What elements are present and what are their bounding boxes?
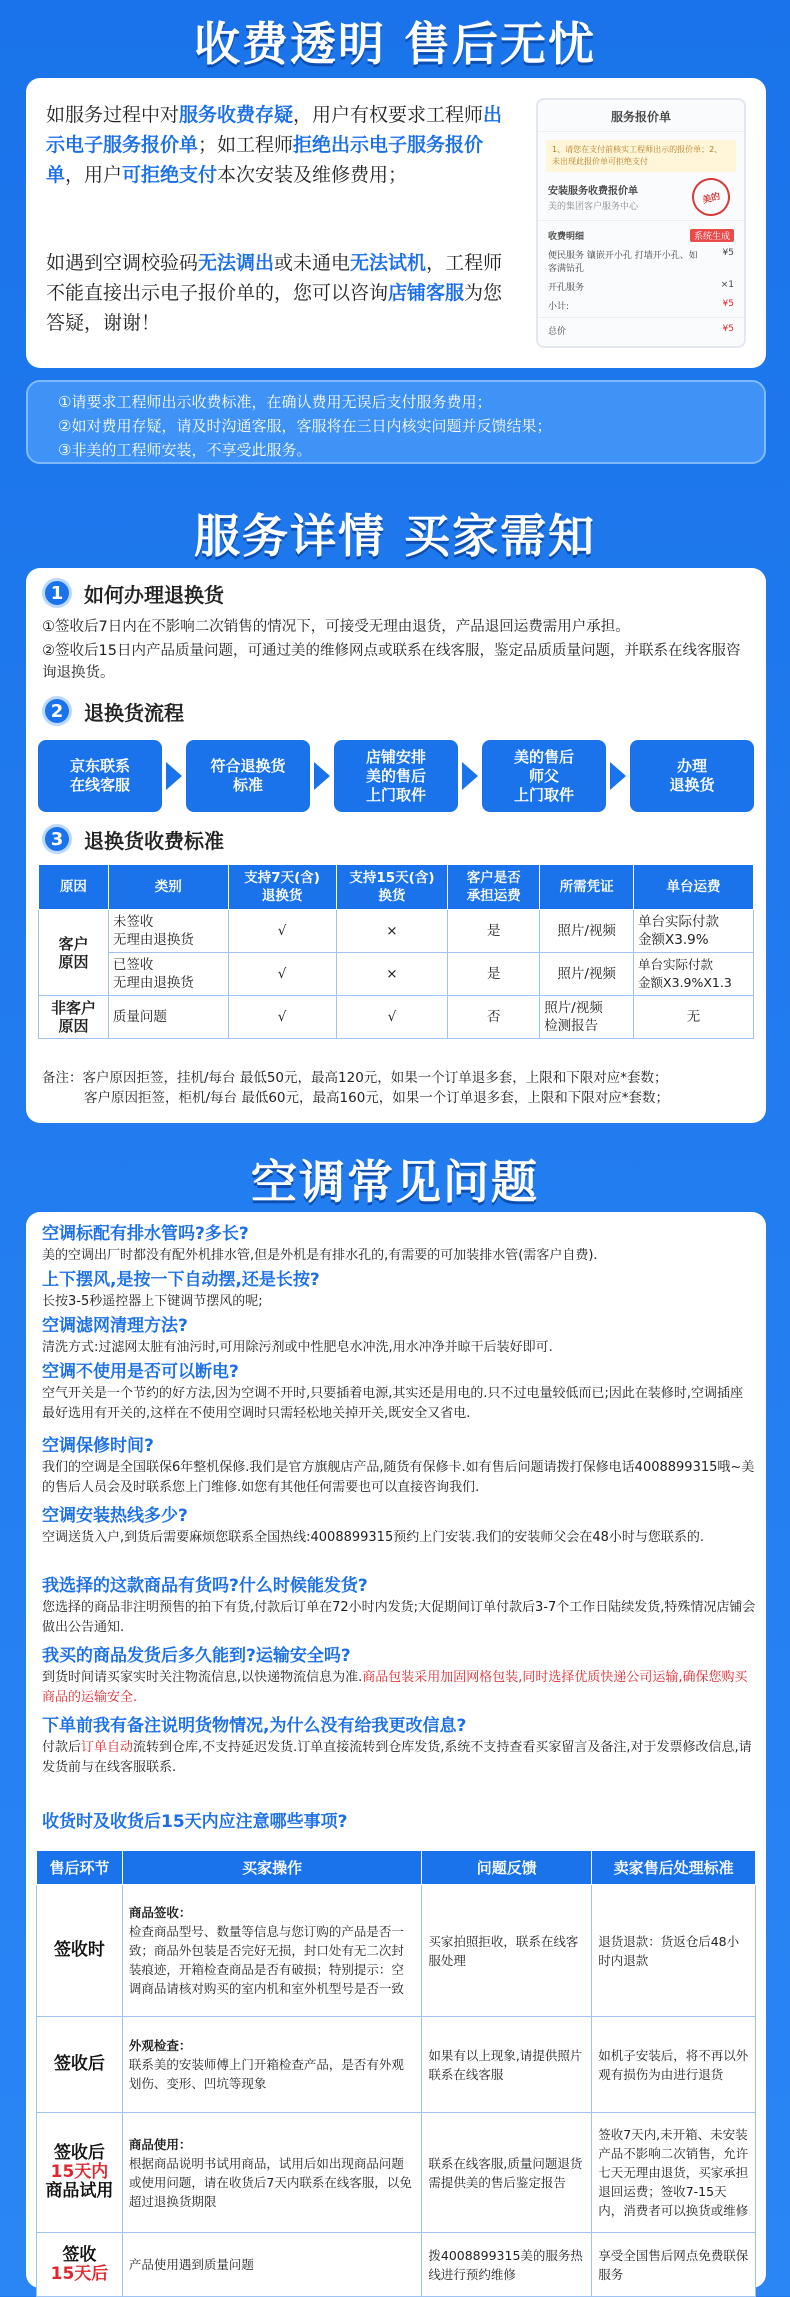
column-header: 类别 xyxy=(108,865,228,910)
flow-step-label: 京东联系 在线客服 xyxy=(69,757,130,794)
cell-stage xyxy=(37,2233,123,2297)
column-header: 所需凭证 xyxy=(540,865,634,910)
body-text: ，工程师不能直接出示电子报价单的，您可以咨询 xyxy=(46,252,503,304)
heading-label: 退换货收费标准 xyxy=(84,828,224,853)
receipt-subtotal-label: 小计: xyxy=(548,302,570,312)
remark-line: 客户原因拒签，柜机/每台 最低60元，最高160元，如果一个订单退多套，上限和下限对应*套数； xyxy=(84,1090,670,1106)
faq-item xyxy=(42,1644,756,1708)
step-number-badge: 3 xyxy=(42,824,72,854)
receipt-item-1-label: 便民服务 镶嵌开小孔 打墙开小孔、如客满钻孔 xyxy=(548,251,698,274)
faq-answer: 空气开关是一个节约的好方法,因为空调不开时,只要插着电源,其实还是用电的.只不过电量较低而已;因此在装修时,空调插座最好选用有开关的,这样在不使用空调时只需轻松地关掉开关,既安全又省电. xyxy=(42,1386,744,1421)
table-row xyxy=(39,953,754,996)
receipt-badge: 系统生成 xyxy=(690,229,734,242)
receipt-subtotal-value: ¥5 xyxy=(722,299,734,309)
faq-question: 空调安装热线多少? xyxy=(42,1506,188,1526)
op-text: 根据商品说明书试用商品，试用后如出现商品问题或使用问题，请在收货后7天内联系在线客服，以免超过退换货期限 xyxy=(128,2155,412,2209)
stage-label: 签收后 xyxy=(53,2054,105,2074)
service-details-card xyxy=(26,568,766,1123)
return-rule-2: ②签收后15日内产品质量问题，可通过美的维修网点或联系在线客服，鉴定品质质量问题，并联系在线客服咨询退换货。 xyxy=(42,643,741,681)
receipt-subtitle: 美的集团客户服务中心 xyxy=(548,202,639,212)
faq-question: 下单前我有备注说明货物情况,为什么没有给我更改信息? xyxy=(42,1716,467,1736)
section1-title: 收费透明 售后无忧 xyxy=(193,17,596,71)
stage-label: 签收 xyxy=(62,2244,97,2265)
table-row xyxy=(37,2233,756,2297)
transparency-notes xyxy=(26,380,766,464)
note-line: ③非美的工程师安装，不享受此服务。 xyxy=(58,441,312,459)
cell-7day: √ xyxy=(228,996,336,1039)
faq-item xyxy=(42,1360,756,1424)
table-row xyxy=(37,1885,756,2017)
cell-15day: × xyxy=(336,953,448,996)
highlight-text: 无法调出 xyxy=(198,252,275,274)
cell-feedback: 拨4008899315美的服务热线进行预约维修 xyxy=(422,2233,592,2297)
receipt-item-2 xyxy=(538,277,744,296)
receipt-section-label: 收费明细 xyxy=(548,232,585,242)
op-text: 联系美的安装师傅上门开箱检查产品，是否有外观划伤、变形、凹坑等现象 xyxy=(128,2057,404,2091)
faq-answer-text: 到货时间请买家实时关注物流信息,以快递物流信息为准. xyxy=(42,1670,363,1685)
return-flow xyxy=(38,738,754,814)
remark-line: 备注：客户原因拒签，挂机/每台 最低50元，最高120元，如果一个订单退多套，上限和下限对应*套数； xyxy=(42,1070,668,1086)
row-group: 客户 原因 xyxy=(39,910,109,996)
cell-category: 已签收 无理由退换货 xyxy=(108,953,228,996)
body-text: ，用户有权要求工程师 xyxy=(293,104,484,126)
receipt-item-2-value: ×1 xyxy=(720,280,734,290)
heading-return-how xyxy=(42,578,224,608)
transparency-card xyxy=(26,78,766,368)
faq-question: 收货时及收货后15天内应注意哪些事项? xyxy=(42,1812,348,1832)
faq-card xyxy=(26,1212,766,2288)
flow-step-1 xyxy=(38,740,162,812)
cell-7day: √ xyxy=(228,910,336,953)
faq-answer xyxy=(42,1668,756,1708)
faq-question: 空调不使用是否可以断电? xyxy=(42,1362,239,1382)
receipt-company: 安装服务收费报价单 xyxy=(548,186,638,197)
cell-freight: 是 xyxy=(448,910,540,953)
receipt-preview xyxy=(536,98,746,348)
highlight-text: 无法试机 xyxy=(350,252,427,274)
flow-step-label: 符合退换货 标准 xyxy=(210,757,286,794)
cell-fee: 无 xyxy=(634,996,754,1039)
cell-feedback: 买家拍照拒收，联系在线客服处理 xyxy=(422,1885,592,2017)
faq-item xyxy=(42,1574,756,1638)
body-text: 为您答疑，谢谢！ xyxy=(46,282,503,334)
table-row xyxy=(39,996,754,1039)
cell-proof: 照片/视频 xyxy=(540,910,634,953)
cell-15day: × xyxy=(336,910,448,953)
column-header: 问题反馈 xyxy=(422,1851,592,1885)
op-text: 检查商品型号、数量等信息与您订购的产品是否一致；商品外包装是否完好无损，封口处有无二次封装痕迹，开箱检查商品是否有破损；特别提示：空调商品请核对购买的室内机和室外机型号是否一致 xyxy=(128,1924,404,1996)
transparency-paragraph-1 xyxy=(46,100,516,190)
cell-proof: 照片/视频 xyxy=(540,953,634,996)
arrow-right-icon xyxy=(166,762,182,790)
stage-label: 签收时 xyxy=(53,1940,105,1960)
receipt-total-value: ¥5 xyxy=(722,324,734,334)
table-row xyxy=(37,2017,756,2113)
fee-remark xyxy=(42,1068,756,1108)
body-text: ，用户 xyxy=(65,164,123,186)
row-group: 非客户 原因 xyxy=(39,996,109,1039)
cell-standard: 退货退款：货返仓后48小时内退款 xyxy=(592,1885,756,2017)
cell-standard: 如机子安装后，将不再以外观有损伤为由进行退货 xyxy=(592,2017,756,2113)
faq-answer-highlight: 订单自动 xyxy=(81,1740,134,1755)
heading-label: 退换货流程 xyxy=(84,700,184,725)
op-title: 商品使用： xyxy=(128,2136,192,2152)
body-text: 或未通电 xyxy=(274,252,351,274)
cell-standard: 签收7天内,未开箱、未安装产品不影响二次销售，允许七天无理由退货，买家承担退回运费；签收7-15天内，消费者可以换货或维修 xyxy=(592,2113,756,2233)
flow-step-4 xyxy=(482,740,606,812)
body-text: ；如工程师 xyxy=(198,134,294,156)
cell-freight: 是 xyxy=(448,953,540,996)
highlight-text: 出示电子服务报价单 xyxy=(46,104,503,156)
faq-item xyxy=(42,1434,756,1498)
column-header: 买家操作 xyxy=(122,1851,421,1885)
faq-question: 我选择的这款商品有货吗?什么时候能发货? xyxy=(42,1576,368,1596)
step-number-badge: 2 xyxy=(42,696,72,726)
stage-highlight: 15天内 xyxy=(50,2162,109,2182)
cell-buyer-op xyxy=(122,1885,421,2017)
table-header-row xyxy=(39,865,754,910)
cell-category: 未签收 无理由退换货 xyxy=(108,910,228,953)
faq-answer: 空调送货入户,到货后需要麻烦您联系全国热线:4008899315预约上门安装.我们的安装师父会在48小时与您联系的. xyxy=(42,1530,705,1545)
stage-label-2: 商品试用 xyxy=(45,2181,114,2201)
faq-question: 空调标配有排水管吗?多长? xyxy=(42,1224,249,1244)
cell-fee: 单台实际付款 金额X3.9%X1.3 xyxy=(634,953,754,996)
receipt-title: 服务报价单 xyxy=(538,100,744,132)
body-text: 本次安装及维修费用； xyxy=(217,164,408,186)
receipt-item-1 xyxy=(538,245,744,277)
heading-return-fees xyxy=(42,824,224,854)
section3-title: 空调常见问题 xyxy=(251,1155,539,1209)
receipt-total-label: 总价 xyxy=(548,327,567,337)
column-header: 原因 xyxy=(39,865,109,910)
flow-step-3 xyxy=(334,740,458,812)
column-header: 单台运费 xyxy=(634,865,754,910)
receipt-stamp: 美的 xyxy=(688,174,735,221)
receipt-total xyxy=(538,317,744,340)
cell-stage xyxy=(37,2017,123,2113)
faq-item xyxy=(42,1714,756,1778)
section2-title: 服务详情 买家需知 xyxy=(193,509,596,563)
faq-answer-text: 流转到仓库,不支持延迟发货.订单直接流转到仓库发货,系统不支持查看买家留言及备注,对于发票修改信息,请发货前与在线客服联系. xyxy=(42,1740,752,1775)
faq-answer-text: 付款后 xyxy=(42,1740,82,1755)
cell-15day: √ xyxy=(336,996,448,1039)
cell-7day: √ xyxy=(228,953,336,996)
cell-category: 质量问题 xyxy=(108,996,228,1039)
cell-stage xyxy=(37,2113,123,2233)
table-row xyxy=(39,910,754,953)
highlight-text: 可拒绝支付 xyxy=(122,164,218,186)
cell-feedback: 如果有以上现象,请提供照片联系在线客服 xyxy=(422,2017,592,2113)
cell-feedback: 联系在线客服,质量问题退货需提供美的售后鉴定报告 xyxy=(422,2113,592,2233)
note-line: ①请要求工程师出示收费标准，在确认费用无误后支付服务费用； xyxy=(58,393,492,411)
return-fee-table xyxy=(38,864,754,1039)
cell-proof: 照片/视频 检测报告 xyxy=(540,996,634,1039)
note-line: ②如对费用存疑，请及时沟通客服，客服将在三日内核实问题并反馈结果； xyxy=(58,417,552,435)
aftersale-table xyxy=(36,1850,756,2297)
cell-freight: 否 xyxy=(448,996,540,1039)
op-title: 商品签收： xyxy=(128,1905,192,1920)
faq-item xyxy=(42,1314,756,1358)
return-rule-1: ①签收后7日内在不影响二次销售的情况下，可接受无理由退货，产品退回运费需用户承担。 xyxy=(42,619,630,635)
receipt-warning: 1、请您在支付前核实工程师出示的报价单；2、未出现此报价单可拒绝支付 xyxy=(546,140,736,172)
highlight-text: 店铺客服 xyxy=(388,282,465,304)
flow-step-2 xyxy=(186,740,310,812)
arrow-right-icon xyxy=(610,762,626,790)
faq-answer-highlight: 商品包装采用加固网格包装,同时选择优质快递公司运输,确保您购买商品的运输安全. xyxy=(42,1670,748,1705)
stage-label: 签收后 xyxy=(53,2143,105,2163)
arrow-right-icon xyxy=(462,762,478,790)
column-header: 客户是否 承担运费 xyxy=(448,865,540,910)
flow-step-label: 美的售后 师父 上门取件 xyxy=(513,747,574,804)
cell-fee: 单台实际付款 金额X3.9% xyxy=(634,910,754,953)
transparency-paragraph-2 xyxy=(46,248,516,338)
faq-item xyxy=(42,1268,756,1312)
flow-step-label: 办理 退换货 xyxy=(669,757,715,794)
table-row xyxy=(37,2113,756,2233)
highlight-text: 服务收费存疑 xyxy=(179,104,294,126)
column-header: 支持15天(含) 换货 xyxy=(336,865,448,910)
arrow-right-icon xyxy=(314,762,330,790)
receipt-item-1-value: ¥5 xyxy=(722,248,734,258)
step-number-badge: 1 xyxy=(42,578,72,608)
faq-answer xyxy=(42,1738,756,1778)
faq-item xyxy=(42,1810,756,1834)
faq-item xyxy=(42,1222,756,1266)
flow-step-label: 店铺安排 美的售后 上门取件 xyxy=(365,747,426,804)
column-header: 售后环节 xyxy=(37,1851,123,1885)
cell-stage xyxy=(37,1885,123,2017)
receipt-subtotal xyxy=(538,296,744,315)
heading-return-flow xyxy=(42,696,184,726)
op-title: 外观检查： xyxy=(128,2038,192,2053)
faq-answer: 清洗方式:过滤网太脏有油污时,可用除污剂或中性肥皂水冲洗,用水冲净并晾干后装好即可. xyxy=(42,1340,553,1355)
column-header: 支持7天(含) 退换货 xyxy=(228,865,336,910)
stage-highlight: 15天后 xyxy=(50,2263,109,2284)
faq-question: 空调保修时间? xyxy=(42,1436,154,1456)
cell-standard: 享受全国售后网点免费联保服务 xyxy=(592,2233,756,2297)
faq-question: 上下摆风,是按一下自动摆,还是长按? xyxy=(42,1270,320,1290)
body-text: 如遇到空调校验码 xyxy=(46,252,199,274)
cell-buyer-op xyxy=(122,2113,421,2233)
cell-buyer-op: 产品使用遇到质量问题 xyxy=(122,2233,421,2297)
faq-answer: 您选择的商品非注明预售的拍下有货,付款后订单在72小时内发货;大促期间订单付款后3-7个工作日陆续发货,特殊情况店铺会做出公告通知. xyxy=(42,1600,756,1635)
cell-buyer-op xyxy=(122,2017,421,2113)
table-header-row xyxy=(37,1851,756,1885)
highlight-text: 拒绝出示电子服务报价单 xyxy=(46,134,484,186)
faq-question: 空调滤网清理方法? xyxy=(42,1316,188,1336)
faq-answer: 长按3-5秒遥控器上下键调节摆风的呢; xyxy=(42,1294,263,1309)
faq-item xyxy=(42,1504,756,1548)
faq-answer: 美的空调出厂时都没有配外机排水管,但是外机是有排水孔的,有需要的可加装排水管(需客户自费). xyxy=(42,1248,598,1263)
heading-label: 如何办理退换货 xyxy=(84,582,224,607)
receipt-item-2-label: 开孔服务 xyxy=(548,283,585,293)
body-text: 如服务过程中对 xyxy=(46,104,180,126)
receipt-section-row xyxy=(538,220,744,245)
faq-answer: 我们的空调是全国联保6年整机保修.我们是官方旗舰店产品,随货有保修卡.如有售后问题请拨打保修电话4008899315哦~美的售后人员会及时联系您上门维修.如您有其他任何需要也可以直接咨询我们. xyxy=(42,1460,755,1495)
faq-question: 我买的商品发货后多久能到?运输安全吗? xyxy=(42,1646,351,1666)
flow-step-5 xyxy=(630,740,754,812)
column-header: 卖家售后处理标准 xyxy=(592,1851,756,1885)
